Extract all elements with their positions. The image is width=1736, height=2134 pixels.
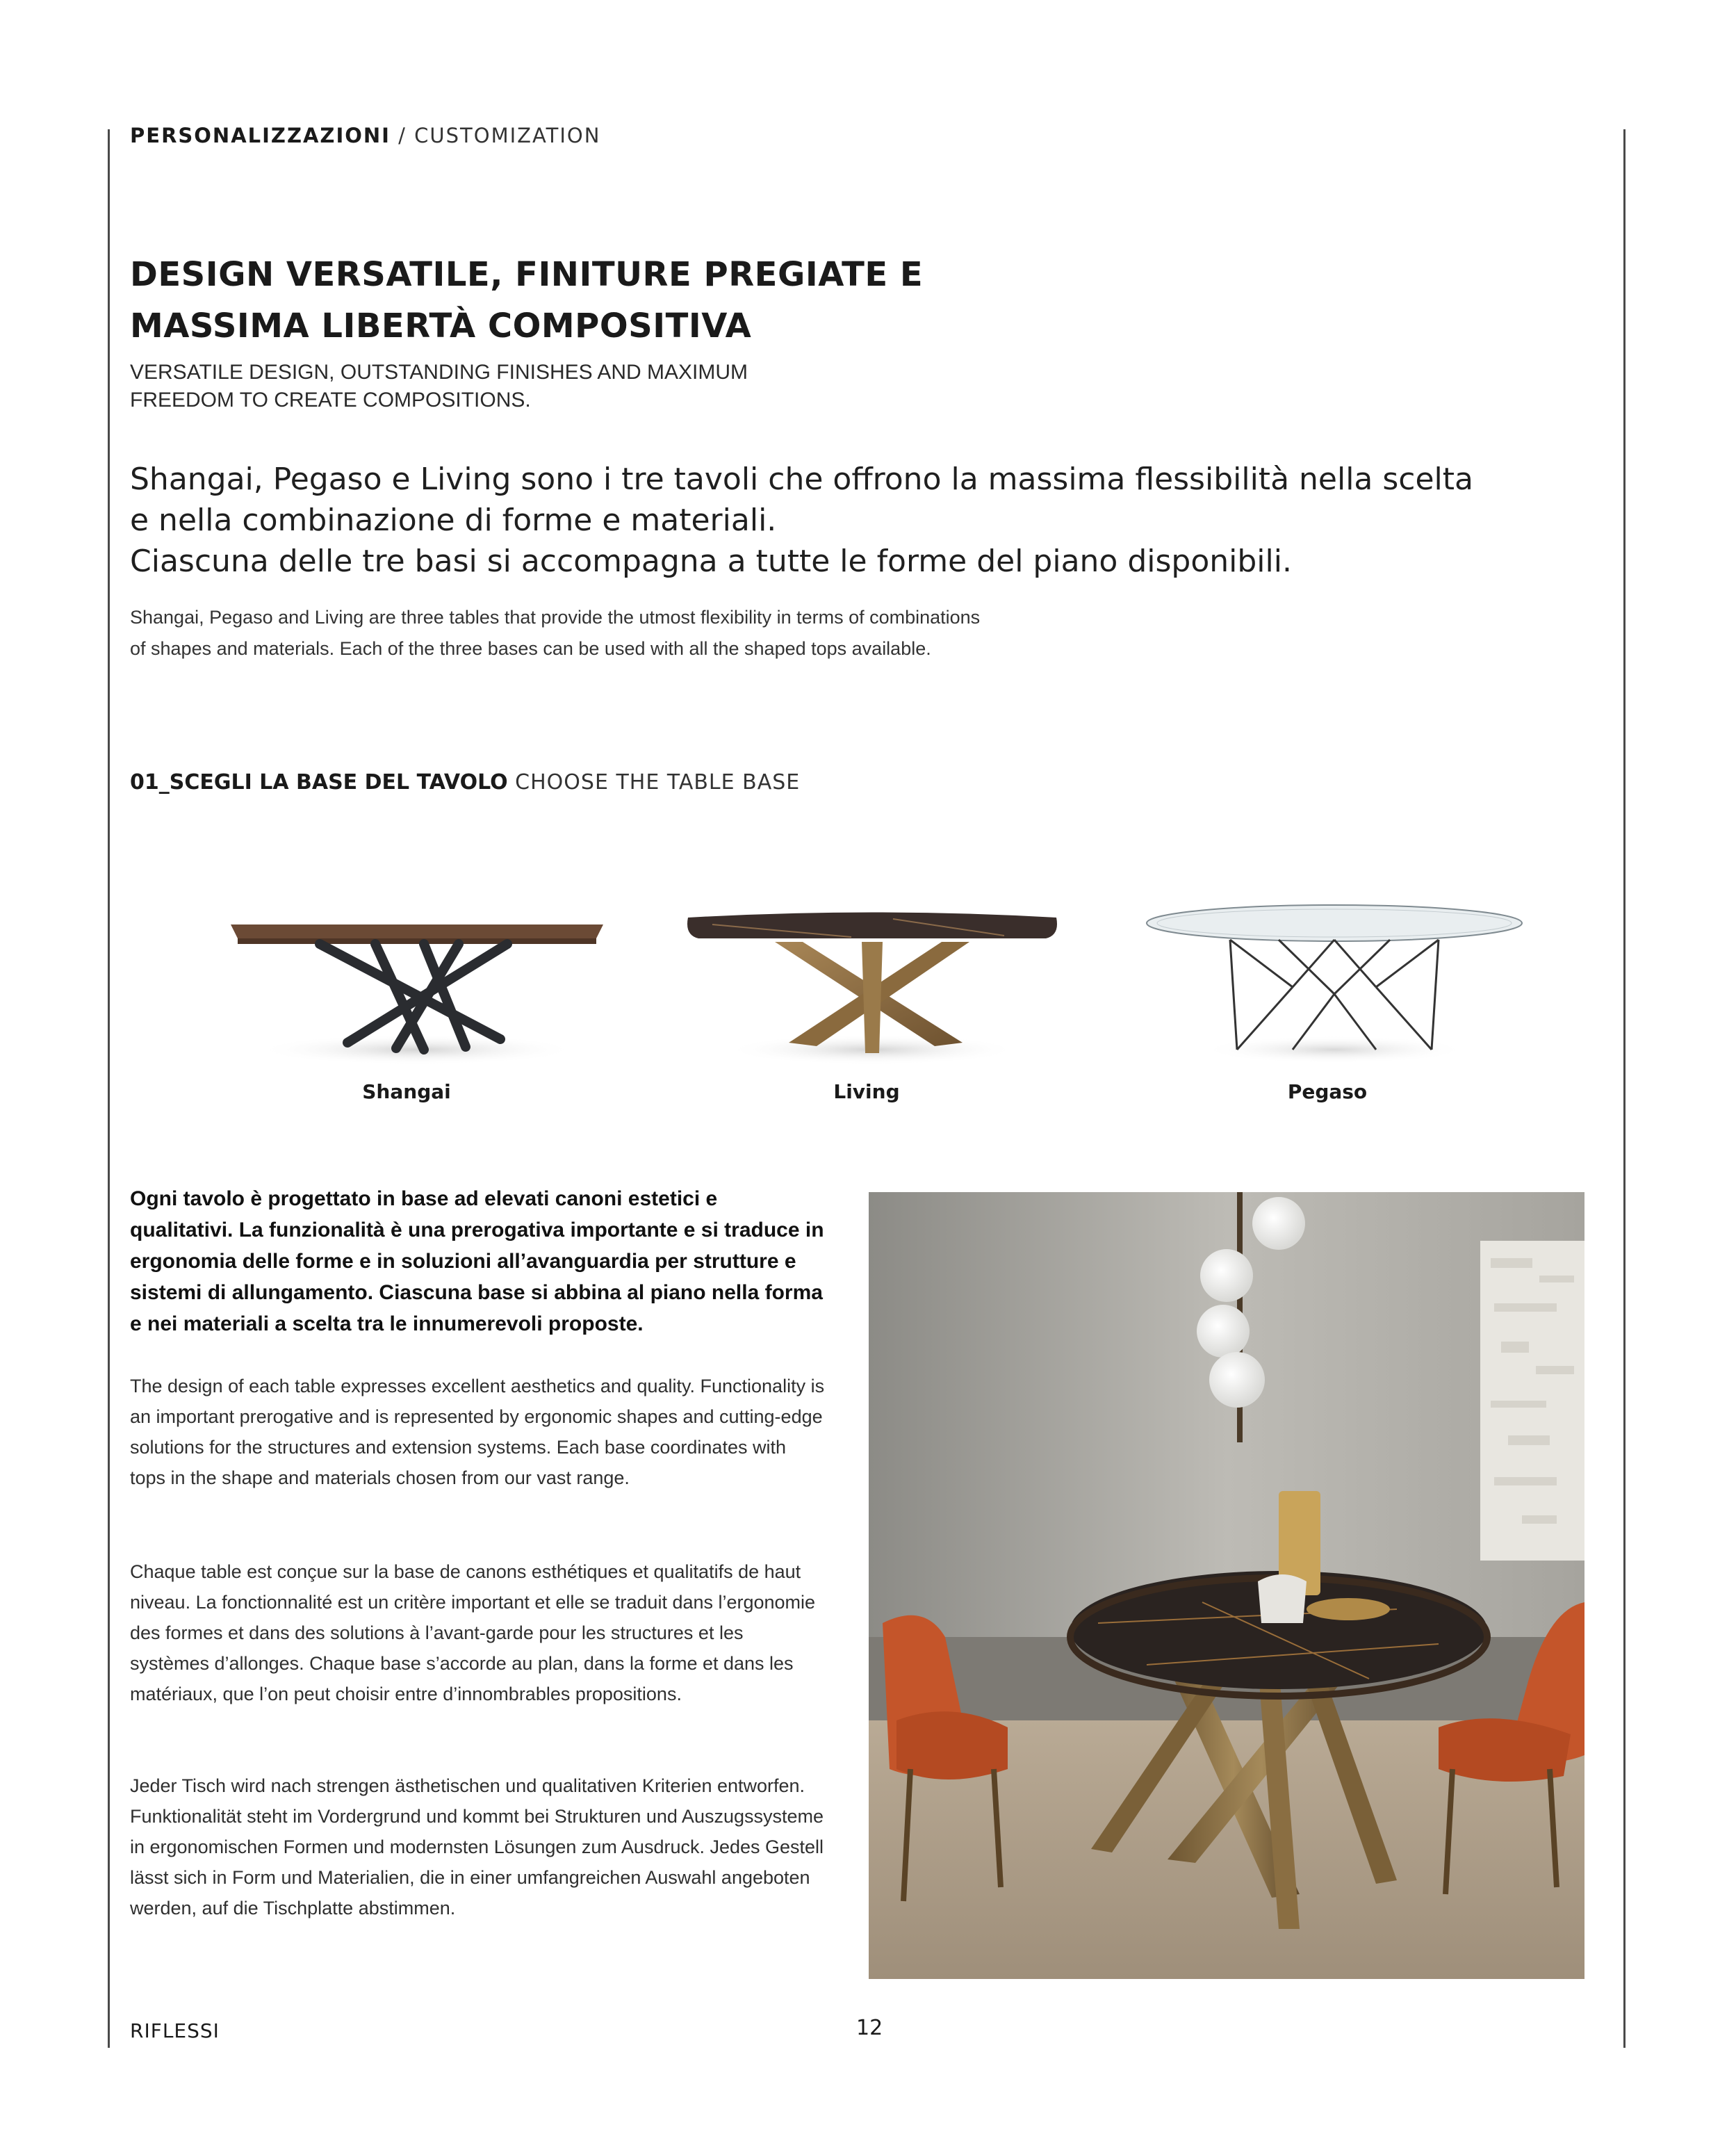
step-title-it: 01_SCEGLI LA BASE DEL TAVOLO <box>130 770 508 795</box>
base-label-shangai: Shangai <box>362 1080 451 1103</box>
base-living-image[interactable] <box>671 841 1074 1077</box>
lead-it-line-2: e nella combinazione di forme e materiali. <box>130 503 777 538</box>
pegaso-table-illustration <box>1133 841 1536 1077</box>
subtitle-line-2: FREEDOM TO CREATE COMPOSITIONS. <box>130 389 531 412</box>
living-table-illustration <box>671 841 1074 1077</box>
base-label-living: Living <box>833 1080 900 1103</box>
section-separator: / <box>390 124 415 147</box>
lead-english <box>130 602 1242 665</box>
lead-en-line-1: Shangai, Pegaso and Living are three tables that provide the utmost flexibility in terms of combinations <box>130 607 981 628</box>
step-header <box>130 770 800 795</box>
lead-en-line-2: of shapes and materials. Each of the three bases can be used with all the shaped tops available. <box>130 638 931 659</box>
section-title-it: PERSONALIZZAZIONI <box>130 124 391 147</box>
step-title-en: CHOOSE THE TABLE BASE <box>507 770 801 795</box>
page-number: 12 <box>856 2016 883 2040</box>
subtitle-line-1: VERSATILE DESIGN, OUTSTANDING FINISHES AND MAXIMUM <box>130 361 748 384</box>
footer-brand: RIFLESSI <box>130 2019 220 2042</box>
base-shangai-image[interactable] <box>215 841 619 1077</box>
base-pegaso-image[interactable] <box>1133 841 1536 1077</box>
body-french: Chaque table est conçue sur la base de canons esthétiques et qualitatifs de haut niveau. La fonctionnalité est un critère important et elle se traduit dans l’ergonomie des formes et dans des solutions à l’avant-garde pour les structures et les systèmes d’allonges. Chaque base s’accorde au plan, dans la forme et dans les matériaux, que l’on peut choisir entre d’innombrables propositions. <box>130 1561 816 1704</box>
body-german: Jeder Tisch wird nach strengen ästhetischen und qualitativen Kriterien entworfen. Funktionalität steht im Vordergrund und kommt bei Strukturen und Auszugssysteme in ergonomischen Formen und modernsten Lösungen zum Ausdruck. Jedes Gestell lässt sich in Form und Materialien, die in einer umfangreichen Auswahl angeboten werden, auf die Tischplatte abstimmen. <box>130 1775 824 1919</box>
page-subtitle <box>130 359 964 414</box>
section-header <box>130 124 600 147</box>
right-rule <box>1623 129 1626 2048</box>
body-italian: Ogni tavolo è progettato in base ad elevati canoni estetici e qualitativi. La funzionalità è una prerogativa importante e si traduce in ergonomia delle forme e in soluzioni all’avanguardia per strutture e sistemi di allungamento. Ciascuna base si abbina al piano nella forma e nei materiali a scelta tra le innumerevoli proposte. <box>130 1187 824 1335</box>
section-title-en: CUSTOMIZATION <box>414 124 601 147</box>
shangai-table-illustration <box>215 841 619 1077</box>
left-rule <box>108 129 110 2048</box>
body-english: The design of each table expresses excellent aesthetics and quality. Functionality is an important prerogative and is represented by ergonomic shapes and cutting-edge solutions for the structures and extension systems. Each base coordinates with tops in the shape and materials chosen from our vast range. <box>130 1376 825 1488</box>
lead-it-line-3: Ciascuna delle tre basi si accompagna a tutte le forme del piano disponibili. <box>130 544 1292 579</box>
dining-scene-illustration <box>869 1192 1584 1979</box>
lead-it-line-1: Shangai, Pegaso e Living sono i tre tavoli che offrono la massima flessibilità nella scelta <box>130 462 1473 497</box>
title-line-1: DESIGN VERSATILE, FINITURE PREGIATE E <box>130 255 924 294</box>
title-line-2: MASSIMA LIBERTÀ COMPOSITIVA <box>130 307 752 345</box>
lead-italian <box>130 459 1562 582</box>
page-title <box>130 249 1033 352</box>
dining-room-photo <box>869 1192 1584 1979</box>
base-label-pegaso: Pegaso <box>1287 1080 1368 1103</box>
